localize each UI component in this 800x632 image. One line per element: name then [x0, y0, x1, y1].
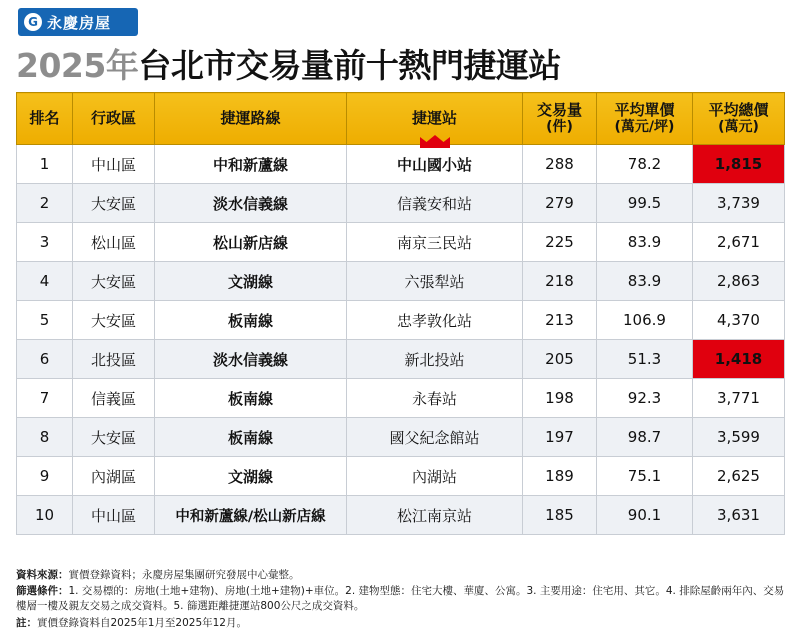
cell-station: 新北投站	[347, 340, 523, 379]
cell-total-price: 3,771	[693, 379, 785, 418]
cell-station-label: 中山國小站	[396, 155, 472, 174]
cell-rank: 5	[17, 301, 73, 340]
cell-volume: 205	[523, 340, 597, 379]
ranking-table-wrapper	[16, 92, 784, 535]
column-header-total-price	[693, 93, 785, 145]
cell-district: 內湖區	[73, 457, 155, 496]
table-header-row	[17, 93, 785, 145]
cell-volume: 225	[523, 223, 597, 262]
cell-volume: 279	[523, 184, 597, 223]
cell-district: 大安區	[73, 301, 155, 340]
cell-total-price: 2,671	[693, 223, 785, 262]
cell-line: 松山新店線	[155, 223, 347, 262]
footnote-source-label: 資料來源：	[16, 569, 69, 581]
cell-total-price: 2,625	[693, 457, 785, 496]
page-title	[16, 40, 561, 87]
cell-volume: 189	[523, 457, 597, 496]
column-header-rank	[17, 93, 73, 145]
cell-rank: 10	[17, 496, 73, 535]
column-header-volume-unit: (件)	[546, 119, 573, 136]
cell-station: 國父紀念館站	[347, 418, 523, 457]
cell-rank: 6	[17, 340, 73, 379]
column-header-volume-label: 交易量	[536, 100, 582, 119]
footnote-period	[16, 616, 786, 631]
table-body	[17, 145, 785, 535]
page-title-main: 台北市交易量前十熱門捷運站	[138, 46, 561, 85]
column-header-station-label: 捷運站	[411, 108, 457, 127]
cell-station: 忠孝敦化站	[347, 301, 523, 340]
table-row	[17, 184, 785, 223]
column-header-rank-label: 排名	[29, 108, 60, 127]
cell-line: 文湖線	[155, 457, 347, 496]
cell-total-price: 1,815	[693, 145, 785, 184]
cell-volume: 185	[523, 496, 597, 535]
cell-district: 信義區	[73, 379, 155, 418]
cell-unit-price: 98.7	[597, 418, 693, 457]
table-row	[17, 418, 785, 457]
table-row	[17, 145, 785, 184]
footnote-source-text: 實價登錄資料；永慶房屋集團研究發展中心彙整。	[68, 569, 300, 581]
column-header-total-price-label: 平均總價	[708, 100, 769, 119]
cell-station: 永春站	[347, 379, 523, 418]
cell-station: 內湖站	[347, 457, 523, 496]
ranking-table	[16, 92, 785, 535]
cell-unit-price: 51.3	[597, 340, 693, 379]
column-header-unit-price	[597, 93, 693, 145]
column-header-unit-price-unit: (萬元/坪)	[614, 119, 675, 136]
cell-rank: 7	[17, 379, 73, 418]
cell-line: 中和新蘆線/松山新店線	[155, 496, 347, 535]
footnote-filter-label: 篩選條件：	[16, 585, 69, 598]
footnote-period-text: 實價登錄資料自2025年1月至2025年12月。	[37, 616, 247, 629]
cell-station	[347, 145, 523, 184]
cell-line: 板南線	[155, 418, 347, 457]
footnotes	[16, 568, 786, 632]
cell-volume: 213	[523, 301, 597, 340]
cell-total-price: 3,739	[693, 184, 785, 223]
column-header-line-label: 捷運路線	[220, 108, 281, 127]
cell-volume: 197	[523, 418, 597, 457]
cell-unit-price: 75.1	[597, 457, 693, 496]
cell-line: 淡水信義線	[155, 184, 347, 223]
brand-logo-icon: G	[24, 13, 42, 31]
column-header-district-label: 行政區	[90, 108, 136, 127]
cell-total-price: 1,418	[693, 340, 785, 379]
cell-unit-price: 83.9	[597, 262, 693, 301]
cell-unit-price: 99.5	[597, 184, 693, 223]
footnote-filter	[16, 584, 786, 614]
cell-volume: 218	[523, 262, 597, 301]
cell-unit-price: 92.3	[597, 379, 693, 418]
table-row	[17, 457, 785, 496]
table-row	[17, 496, 785, 535]
cell-station: 信義安和站	[347, 184, 523, 223]
footnote-period-label: 註：	[16, 616, 37, 629]
table-row	[17, 301, 785, 340]
cell-rank: 4	[17, 262, 73, 301]
cell-total-price: 2,863	[693, 262, 785, 301]
cell-district: 北投區	[73, 340, 155, 379]
cell-line: 板南線	[155, 379, 347, 418]
cell-district: 大安區	[73, 418, 155, 457]
cell-line: 淡水信義線	[155, 340, 347, 379]
cell-station: 六張犁站	[347, 262, 523, 301]
table-header	[17, 93, 785, 145]
cell-unit-price: 78.2	[597, 145, 693, 184]
column-header-line	[155, 93, 347, 145]
footnote-filter-text: 1. 交易標的：房地(土地+建物)、房地(土地+建物)+車位。2. 建物型態：住宅大樓、華廈、公寓。3. 主要用途：住宅用、其它。4. 排除屋齡兩年內、交易樓層一樓及親友交易之成交資料。5. 篩選距離捷運站800公尺之成交資料。	[16, 585, 785, 613]
cell-station: 松江南京站	[347, 496, 523, 535]
cell-unit-price: 83.9	[597, 223, 693, 262]
cell-rank: 8	[17, 418, 73, 457]
cell-total-price: 4,370	[693, 301, 785, 340]
cell-line: 文湖線	[155, 262, 347, 301]
column-header-total-price-unit: (萬元)	[718, 119, 759, 136]
cell-district: 松山區	[73, 223, 155, 262]
cell-district: 中山區	[73, 496, 155, 535]
table-row	[17, 262, 785, 301]
cell-volume: 288	[523, 145, 597, 184]
cell-line: 板南線	[155, 301, 347, 340]
cell-rank: 1	[17, 145, 73, 184]
cell-unit-price: 90.1	[597, 496, 693, 535]
cell-volume: 198	[523, 379, 597, 418]
cell-station: 南京三民站	[347, 223, 523, 262]
cell-district: 中山區	[73, 145, 155, 184]
table-row	[17, 223, 785, 262]
cell-unit-price: 106.9	[597, 301, 693, 340]
cell-district: 大安區	[73, 184, 155, 223]
brand-logo-text: 永慶房屋	[47, 13, 112, 32]
table-row	[17, 340, 785, 379]
cell-total-price: 3,631	[693, 496, 785, 535]
cell-district: 大安區	[73, 262, 155, 301]
page-title-year: 2025年	[16, 46, 139, 85]
column-header-volume	[523, 93, 597, 145]
column-header-unit-price-label: 平均單價	[614, 100, 675, 119]
table-row	[17, 379, 785, 418]
crown-icon	[418, 134, 452, 150]
column-header-district	[73, 93, 155, 145]
cell-rank: 9	[17, 457, 73, 496]
cell-rank: 3	[17, 223, 73, 262]
cell-line: 中和新蘆線	[155, 145, 347, 184]
cell-total-price: 3,599	[693, 418, 785, 457]
footnote-source	[16, 568, 786, 583]
cell-rank: 2	[17, 184, 73, 223]
brand-logo	[18, 8, 138, 36]
